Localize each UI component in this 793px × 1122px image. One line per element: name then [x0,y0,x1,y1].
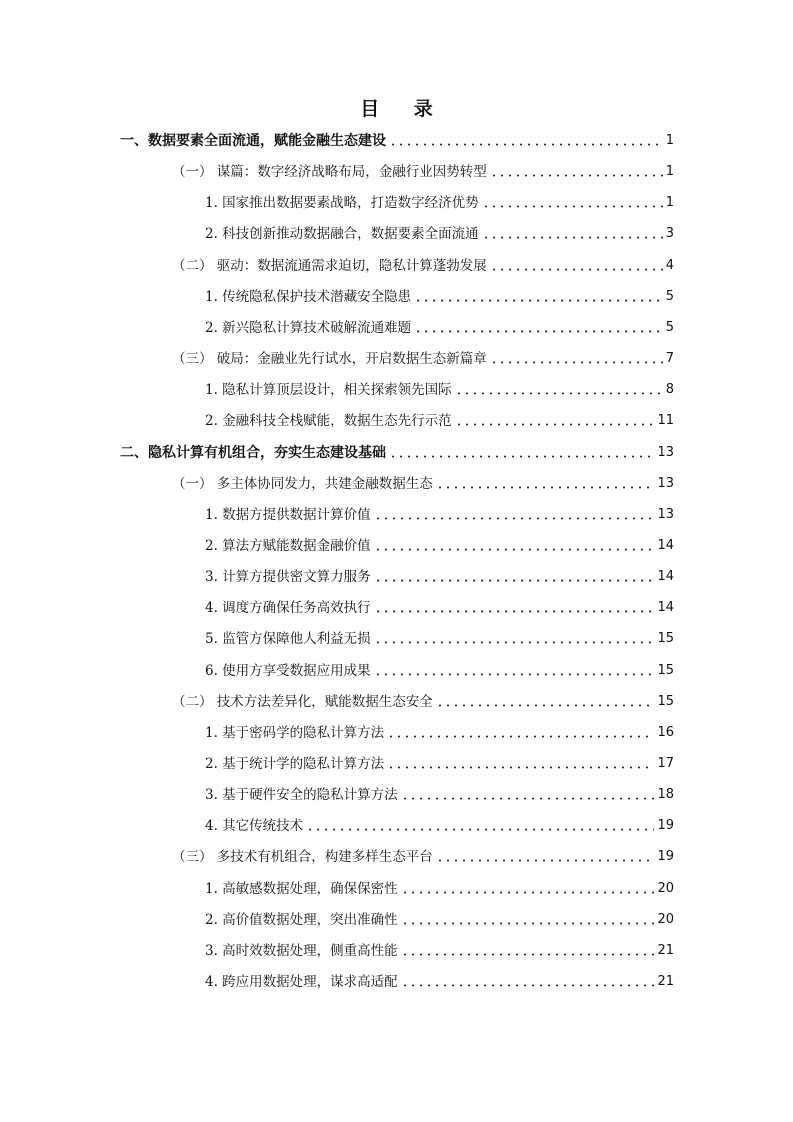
toc-dot-leader [387,735,654,738]
toc-entry-text: 1. 高敏感数据处理，确保保密性 [205,880,398,897]
toc-entry[interactable] [120,129,674,151]
toc-entry-text: 1. 基于密码学的隐私计算方法 [205,724,385,741]
toc-page-number: 13 [657,444,674,460]
toc-entry[interactable] [205,908,674,930]
toc-dot-leader [374,610,655,613]
toc-entry[interactable] [172,254,674,276]
toc-entry-text: （二） 技术方法差异化，赋能数据生态安全 [172,693,433,710]
toc-entry[interactable] [120,441,674,463]
toc-dot-leader [306,828,654,831]
toc-entry[interactable] [205,378,674,400]
toc-page-number: 14 [657,600,674,616]
toc-page-number: 5 [665,288,674,304]
toc-dot-leader [374,548,655,551]
toc-entry-text: 一、数据要素全面流通，赋能金融生态建设 [120,133,386,149]
toc-page-number: 15 [657,662,674,678]
toc-entry[interactable] [172,845,674,867]
toc-entry-text: 2. 高价值数据处理，突出准确性 [205,911,398,928]
toc-entry-text: 4. 调度方确保任务高效执行 [205,600,371,617]
toc-entry[interactable] [205,503,674,525]
toc-entry[interactable] [205,316,674,338]
toc-dot-leader [389,143,663,146]
toc-entry[interactable] [205,752,674,774]
toc-dot-leader [401,891,655,894]
toc-entry-text: （三） 多技术有机组合，构建多样生态平台 [172,849,433,866]
toc-entry-text: 2. 算法方赋能数据金融价值 [205,537,371,554]
toc-dot-leader [374,579,655,582]
toc-entry[interactable] [205,191,674,213]
toc-dot-leader [387,766,654,769]
toc-entry[interactable] [205,565,674,587]
toc-entry[interactable] [172,472,674,494]
toc-entry[interactable] [205,409,674,431]
toc-entry[interactable] [172,347,674,369]
toc-page-number: 20 [657,911,674,927]
toc-entry-text: 1. 传统隐私保护技术潜藏安全隐患 [205,288,412,305]
toc-entry[interactable] [205,939,674,961]
toc-entry-text: 5. 监管方保障他人利益无损 [205,631,371,648]
toc-entry[interactable] [205,659,674,681]
toc-entry-text: 2. 新兴隐私计算技术破解流通难题 [205,319,412,336]
toc-entry[interactable] [205,534,674,556]
toc-dot-leader [482,205,663,208]
toc-entry-text: 2. 金融科技全栈赋能，数据生态先行示范 [205,413,452,430]
toc-entry-text: （一） 多主体协同发力，共建金融数据生态 [172,475,433,492]
toc-entry-text: 3. 基于硬件安全的隐私计算方法 [205,787,398,804]
toc-entry[interactable] [205,285,674,307]
toc-dot-leader [436,486,655,489]
toc-entry[interactable] [205,721,674,743]
toc-entry-text: （二） 驱动：数据流通需求迫切，隐私计算蓬勃发展 [172,257,487,274]
toc-dot-leader [401,797,655,800]
toc-dot-leader [436,704,655,707]
toc-page-number: 19 [657,849,674,865]
toc-dot-leader [374,517,655,520]
toc-entry-text: 3. 计算方提供密文算力服务 [205,569,371,586]
toc-entry[interactable] [205,877,674,899]
toc-page-number: 15 [657,631,674,647]
toc-entry-text: （一） 谋篇：数字经济战略布局，金融行业因势转型 [172,164,487,181]
toc-dot-leader [482,236,663,239]
toc-page-number: 11 [657,413,674,429]
toc-entry[interactable] [205,627,674,649]
toc-page-number: 14 [657,569,674,585]
toc-entry-text: （三） 破局：金融业先行试水，开启数据生态新篇章 [172,351,487,368]
toc-entry-text: 1. 隐私计算顶层设计，相关探索领先国际 [205,382,452,399]
toc-page-number: 20 [657,880,674,896]
toc-page-number: 4 [665,257,674,273]
toc-page-number: 8 [665,382,674,398]
toc-page-number: 14 [657,537,674,553]
toc-dot-leader [455,423,655,426]
toc-entry-text: 4. 其它传统技术 [205,818,304,835]
toc-entry-text: 1. 国家推出数据要素战略，打造数字经济优势 [205,195,479,212]
toc-page-number: 3 [665,226,674,242]
toc-dot-leader [436,859,655,862]
toc-entry[interactable] [205,970,674,992]
toc-entry[interactable] [172,690,674,712]
toc-page-number: 13 [657,475,674,491]
toc-entry-text: 4. 跨应用数据处理，谋求高适配 [205,974,398,991]
toc-entry[interactable] [205,783,674,805]
toc-entry[interactable] [205,814,674,836]
toc-page-number: 21 [657,942,674,958]
toc-page-number: 15 [657,693,674,709]
toc-entry-text: 1. 数据方提供数据计算价值 [205,506,371,523]
toc-page-number: 1 [665,133,674,148]
toc-page-number: 5 [665,319,674,335]
toc-entry[interactable] [205,222,674,244]
table-of-contents [0,129,793,999]
toc-entry[interactable] [172,160,674,182]
toc-dot-leader [401,922,655,925]
toc-dot-leader [455,392,663,395]
toc-dot-leader [401,953,655,956]
toc-entry[interactable] [205,596,674,618]
toc-dot-leader [401,984,655,987]
toc-dot-leader [490,268,663,271]
toc-page-number: 19 [657,818,674,834]
toc-page-number: 13 [657,506,674,522]
toc-page-number: 17 [657,756,674,771]
toc-dot-leader [490,361,663,364]
toc-dot-leader [414,330,663,333]
toc-dot-leader [414,299,663,302]
toc-page-number: 7 [665,351,674,367]
toc-entry-text: 二、隐私计算有机组合，夯实生态建设基础 [120,444,386,461]
toc-page-number: 18 [657,787,674,803]
toc-page-number: 21 [657,974,674,990]
toc-page-number: 16 [657,724,674,740]
toc-entry-text: 3. 高时效数据处理，侧重高性能 [205,942,398,959]
toc-dot-leader [389,455,654,458]
toc-dot-leader [374,673,655,676]
page-title: 目 录 [360,98,447,120]
toc-entry-text: 6. 使用方享受数据应用成果 [205,662,371,679]
toc-entry-text: 2. 科技创新推动数据融合，数据要素全面流通 [205,226,479,243]
toc-entry-text: 2. 基于统计学的隐私计算方法 [205,756,385,772]
toc-page-number: 1 [665,195,674,211]
toc-page-number: 1 [665,164,674,180]
toc-dot-leader [374,641,655,644]
toc-dot-leader [490,174,663,177]
